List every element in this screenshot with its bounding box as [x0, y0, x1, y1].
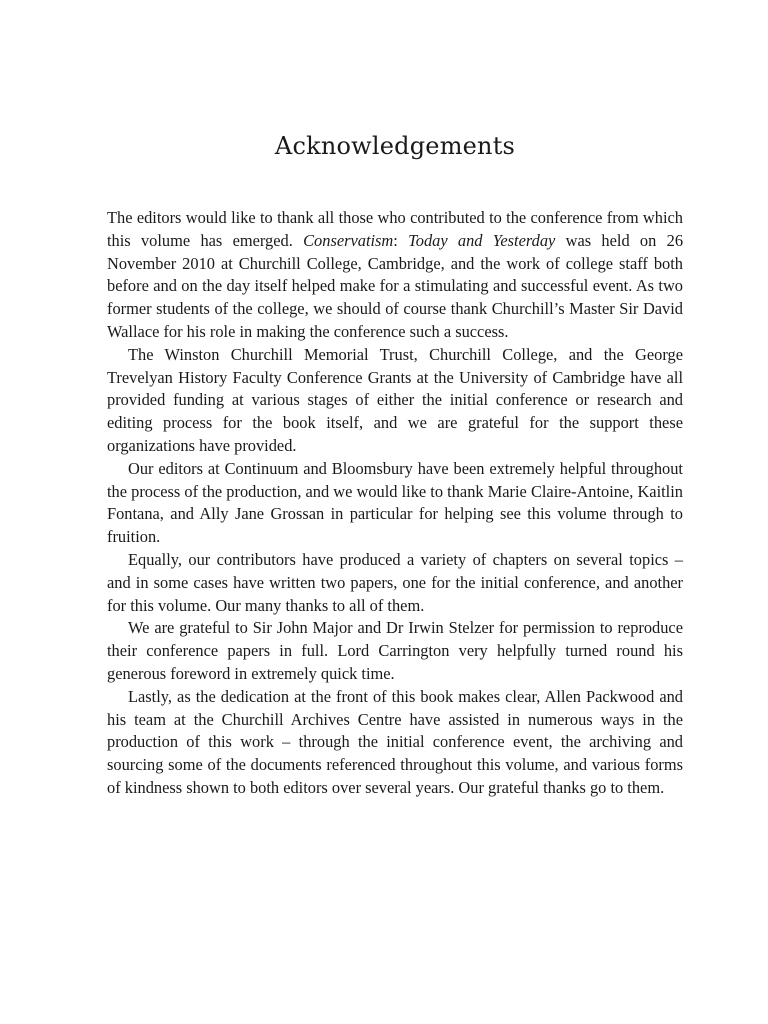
page-title: Acknowledgements — [274, 132, 516, 160]
paragraph-4: Equally, our contributors have produced a variety of chapters on several topics – and in some cases have written two papers, one for the initial conference, and another for this volume. Our many thanks to all of them. — [107, 549, 683, 615]
book-title-part-2: Today and Yesterday — [408, 230, 556, 250]
body-text — [107, 207, 683, 800]
paragraph-3: Our editors at Continuum and Bloomsbury have been extremely helpful throughout the process of the production, and we would like to thank Marie Claire-Antoine, Kaitlin Fontana, and Ally Jane Grossan in particular for helping see this volume through to fruition. — [107, 458, 683, 547]
paragraph-6: Lastly, as the dedication at the front of this book makes clear, Allen Packwood and his team at the Churchill Archives Centre have assisted in numerous ways in the production of this work – through the initial conference event, the archiving and sourcing some of the documents referenced throughout this volume, and various forms of kindness shown to both editors over several years. Our grateful thanks go to them. — [107, 686, 683, 797]
paragraph-1-text-start: The editors would like to thank all those who contributed to the conference from which this volume has emerged. — [107, 208, 683, 250]
paragraph-1 — [107, 207, 683, 344]
title-colon: : — [393, 230, 409, 250]
book-title-part-1: Conservatism — [303, 230, 394, 250]
paragraph-2: The Winston Churchill Memorial Trust, Churchill College, and the George Trevelyan History Faculty Conference Grants at the University of Cambridge have all provided funding at various stages of either the initial conference or research and editing process for the book itself, and we are grateful for the support these organizations have provided. — [107, 344, 683, 455]
paragraph-1-text-end: was held on 26 November 2010 at Churchill College, Cambridge, and the work of college staff both before and on the day itself helped make for a stimulating and successful event. As two former students of the college, we should of course thank Churchill’s Master Sir David Wallace for his role in making the conference such a success. — [107, 230, 684, 341]
paragraph-5: We are grateful to Sir John Major and Dr Irwin Stelzer for permission to reproduce their conference papers in full. Lord Carrington very helpfully turned round his generous foreword in extremely quick time. — [107, 618, 683, 683]
